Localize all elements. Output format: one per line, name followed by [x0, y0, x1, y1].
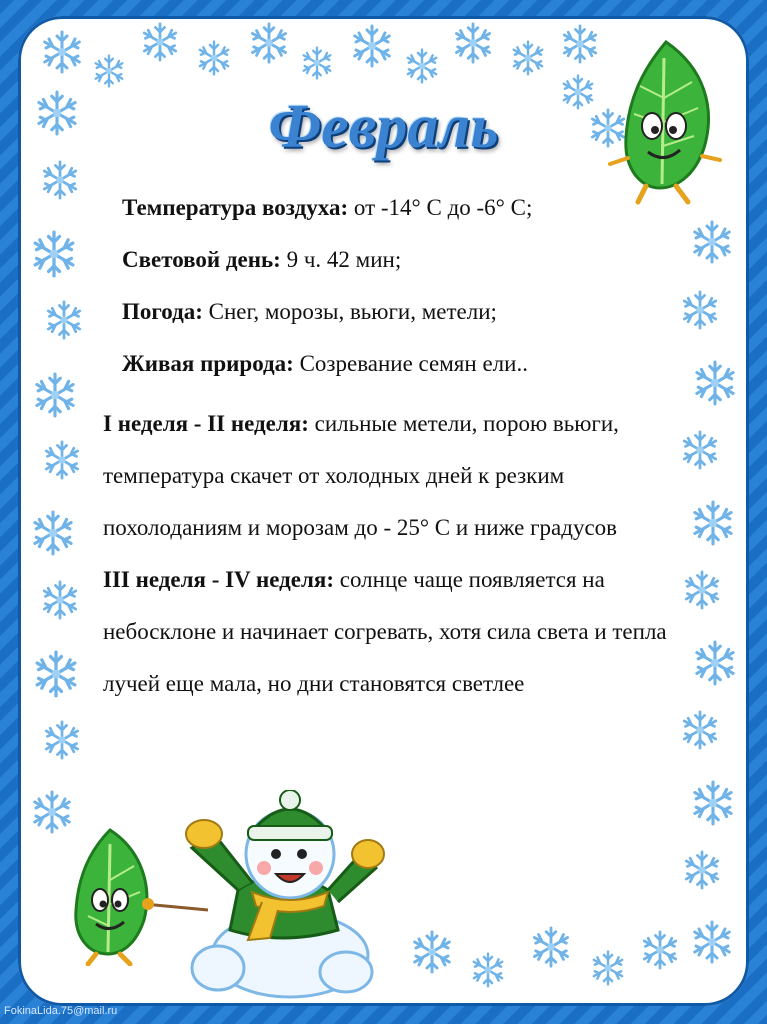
snowflake-icon: [560, 24, 600, 64]
snowflake-icon: [30, 230, 78, 278]
snowflake-icon: [530, 926, 572, 968]
snowman-icon: [178, 790, 388, 1000]
snowflake-icon: [32, 372, 78, 418]
snowflake-icon: [680, 290, 720, 330]
snowflake-icon: [680, 710, 720, 750]
snowflake-icon: [300, 46, 334, 80]
fact-temperature: Температура воздуха: от -14° С до -6° С;: [122, 195, 533, 220]
snowflake-icon: [30, 510, 76, 556]
snowflake-icon: [690, 920, 734, 964]
snowflake-icon: [640, 930, 680, 970]
snowflake-icon: [92, 54, 126, 88]
page-title: Февраль: [268, 93, 499, 161]
snowflake-icon: [350, 24, 394, 68]
fact-daylight: Световой день: 9 ч. 42 мин;: [122, 247, 402, 272]
snowflake-icon: [32, 650, 80, 698]
snowflake-icon: [44, 300, 84, 340]
snowflake-icon: [410, 930, 454, 974]
snowflake-icon: [470, 952, 506, 988]
fact-weather: Погода: Снег, морозы, вьюги, метели;: [122, 299, 497, 324]
week-1-2-paragraph: I неделя - II неделя: сильные метели, порою вьюги, температура скачет от холодных дней к резким похолоданиям и морозам до - 25° С и ниже градусов: [103, 411, 619, 540]
snowflake-icon: [40, 30, 84, 74]
snowflake-icon: [590, 950, 626, 986]
weeks-section: [103, 398, 693, 710]
snowflake-icon: [690, 780, 736, 826]
snowflake-icon: [40, 160, 80, 200]
snowflake-icon: [452, 22, 494, 64]
snowflake-icon: [42, 440, 82, 480]
snowflake-icon: [40, 580, 80, 620]
snowflake-icon: [682, 850, 722, 890]
snowflake-icon: [196, 40, 232, 76]
snowflake-icon: [690, 220, 734, 264]
snowflake-icon: [404, 48, 440, 84]
leaf-character-icon: [604, 38, 724, 206]
week-3-4-paragraph: III неделя - IV неделя: солнце чаще появляется на небосклоне и начинает согревать, хотя сила света и тепла лучей еще мала, но дни становятся светлее: [103, 567, 667, 696]
snowflake-icon: [140, 22, 180, 62]
facts-list: [122, 190, 682, 398]
snowflake-icon: [248, 22, 290, 64]
footer-email: FokinaLida.75@mail.ru: [4, 1005, 118, 1017]
snowflake-icon: [510, 40, 546, 76]
snowflake-icon: [692, 360, 738, 406]
snowflake-icon: [42, 720, 82, 760]
fact-nature: Живая природа: Созревание семян ели..: [122, 351, 528, 376]
snowflake-icon: [690, 500, 736, 546]
snowflake-icon: [692, 640, 738, 686]
